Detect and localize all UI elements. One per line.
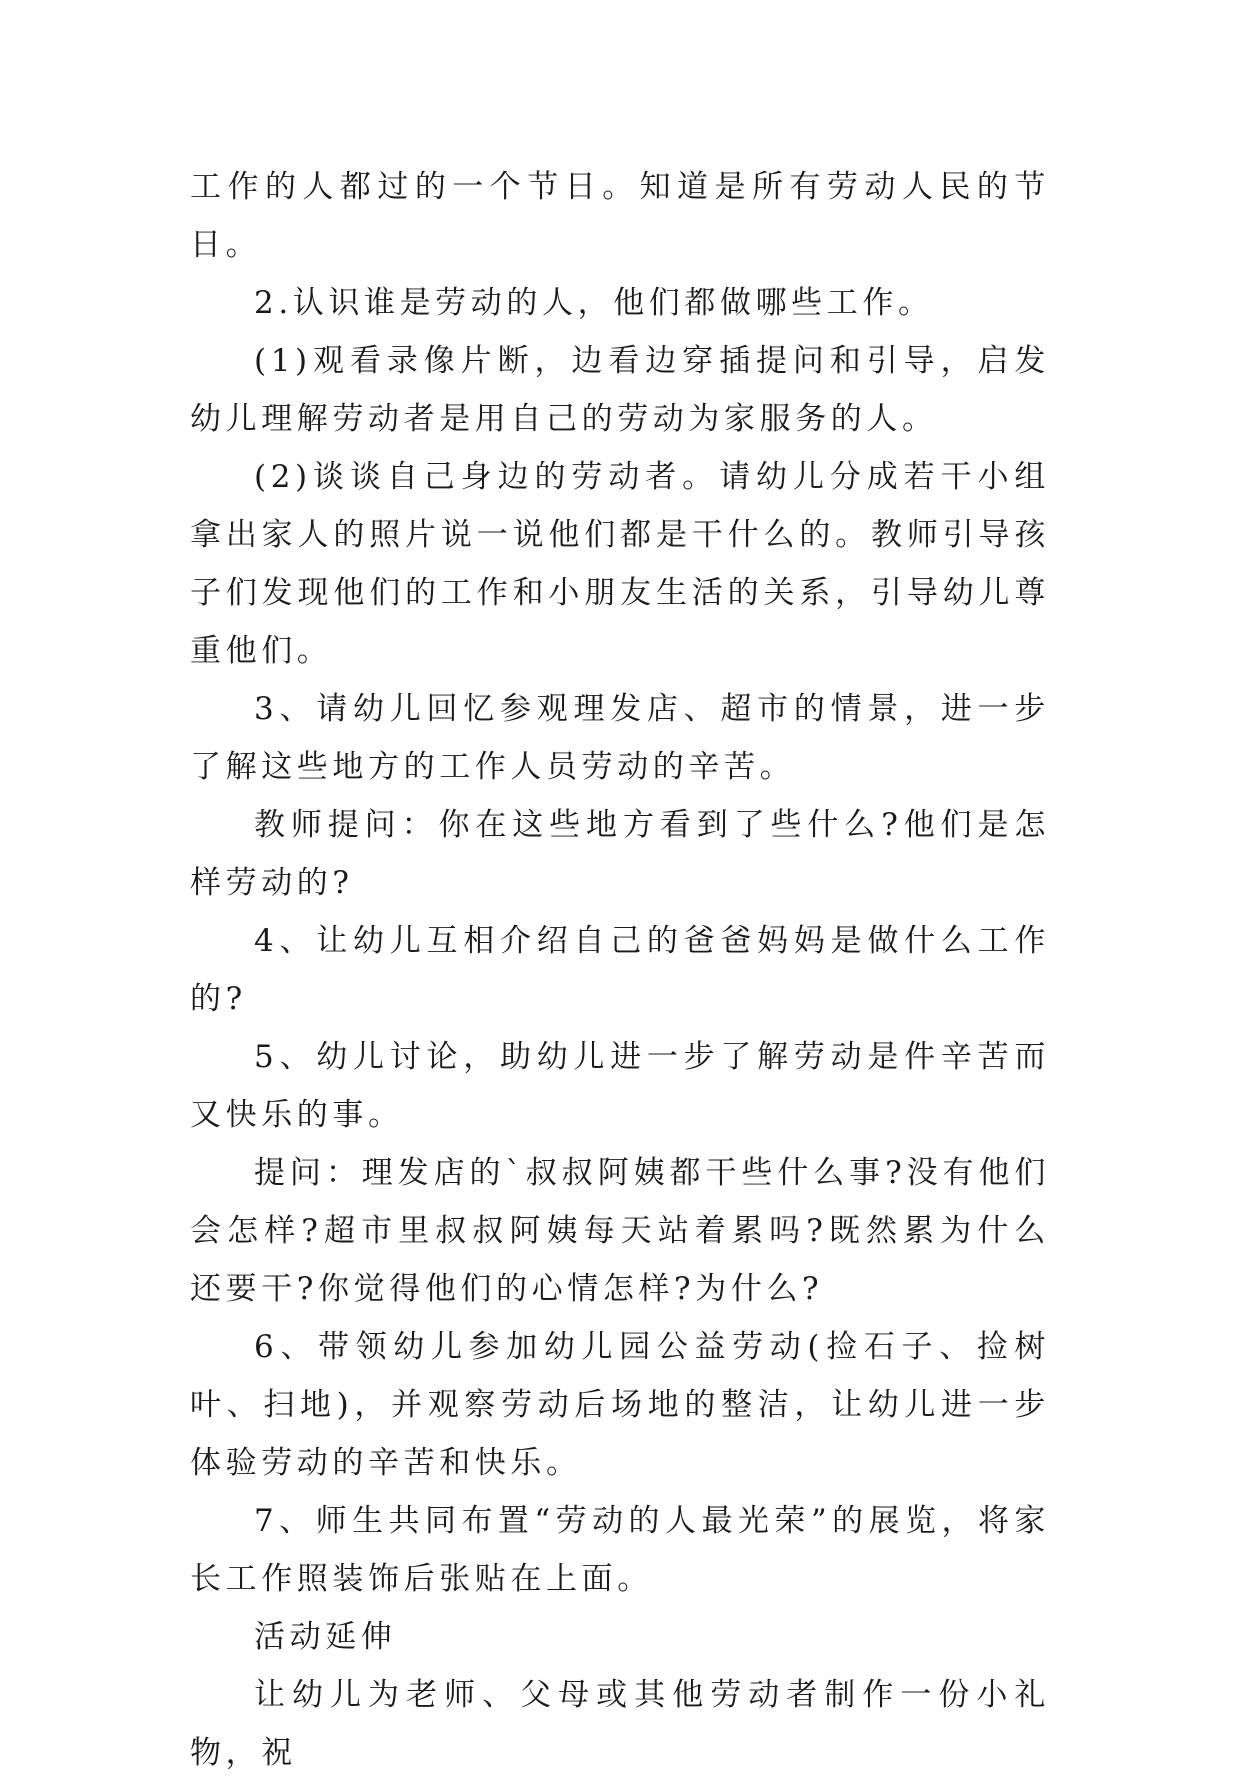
paragraph: 5、幼儿讨论，助幼儿进一步了解劳动是件辛苦而又快乐的事。 <box>190 1039 1050 1133</box>
paragraph: 4、让幼儿互相介绍自己的爸爸妈妈是做什么工作的? <box>190 923 1050 1017</box>
document-body <box>190 158 1050 1782</box>
paragraph: (2)谈谈自己身边的劳动者。请幼儿分成若干小组拿出家人的照片说一说他们都是干什么的。教师引导孩子们发现他们的工作和小朋友生活的关系，引导幼儿尊重他们。 <box>190 459 1050 669</box>
paragraph: 让幼儿为老师、父母或其他劳动者制作一份小礼物，祝 <box>190 1677 1050 1771</box>
paragraph: 工作的人都过的一个节日。知道是所有劳动人民的节日。 <box>190 169 1050 263</box>
paragraph: 教师提问：你在这些地方看到了些什么?他们是怎样劳动的? <box>190 807 1050 901</box>
paragraph: 7、师生共同布置“劳动的人最光荣”的展览，将家长工作照装饰后张贴在上面。 <box>190 1503 1050 1597</box>
section-heading: 活动延伸 <box>254 1619 397 1655</box>
paragraph: 6、带领幼儿参加幼儿园公益劳动(捡石子、捡树叶、扫地)，并观察劳动后场地的整洁，让幼儿进一步体验劳动的辛苦和快乐。 <box>190 1329 1050 1481</box>
paragraph: 3、请幼儿回忆参观理发店、超市的情景，进一步了解这些地方的工作人员劳动的辛苦。 <box>190 691 1050 785</box>
paragraph: 2.认识谁是劳动的人，他们都做哪些工作。 <box>254 285 934 321</box>
paragraph: 提问：理发店的`叔叔阿姨都干些什么事?没有他们会怎样?超市里叔叔阿姨每天站着累吗?既然累为什么还要干?你觉得他们的心情怎样?为什么? <box>190 1155 1050 1307</box>
paragraph: (1)观看录像片断，边看边穿插提问和引导，启发幼儿理解劳动者是用自己的劳动为家服务的人。 <box>190 343 1050 437</box>
